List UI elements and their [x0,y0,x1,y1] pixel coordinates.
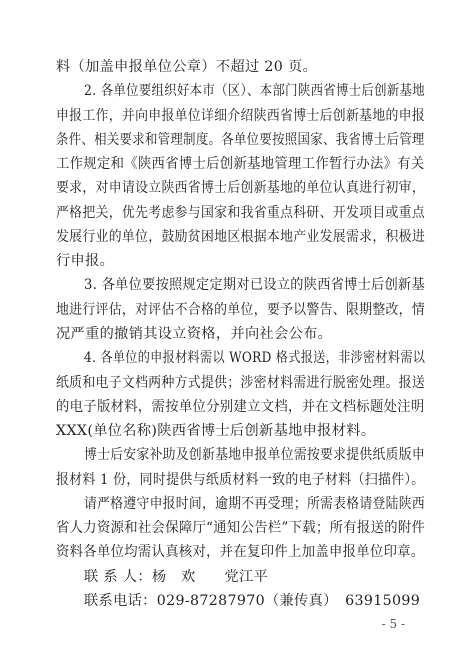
paragraph-line: 纸质和电子文档两种方式提供；涉密材料需进行脱密处理。报送 [56,374,426,391]
paragraph-line: 严格把关，优先考虑参与国家和我省重点科研、开发项目或重点 [56,204,426,221]
paragraph-line: 4. 各单位的申报材料需以 WORD 格式报送，非涉密材料需以 [84,350,426,367]
paragraph-line: 省人力资源和社会保障厅“通知公告栏”下载；所有报送的附件 [56,520,426,537]
paragraph-line: 地进行评估，对评估不合格的单位，要予以警告、限期整改，情 [56,301,426,318]
paragraph-line: 发展行业的单位，鼓励贫困地区根据本地产业发展需求，积极进 [56,228,426,245]
paragraph-line: 申报工作，并向申报单位详细介绍陕西省博士后创新基地的申报 [56,107,426,124]
paragraph-line: XXX(单位名称)陕西省博士后创新基地申报材料。 [56,423,376,440]
paragraph-line: 博士后安家补助及创新基地申报单位需按要求提供纸质版申 [84,447,425,464]
paragraph-line: 条件、相关要求和管理制度。各单位要按照国家、我省博士后管理 [56,131,425,148]
paragraph-line: 况严重的撤销其设立资格，并向社会公布。 [56,326,333,342]
page-number: - 5 - [381,617,405,631]
paragraph-line: 3. 各单位要按照规定定期对已设立的陕西省博士后创新基 [84,277,425,294]
paragraph-line: 行申报。 [56,253,115,270]
contact-person: 联 系 人：杨 欢 党江平 [84,568,269,585]
paragraph-line: 资料各单位均需认真核对，并在复印件上加盖申报单位印章。 [56,544,425,561]
paragraph-line: 工作规定和《陕西省博士后创新基地管理工作暂行办法》有关 [56,156,425,173]
paragraph-line: 报材料 1 份，同时提供与纸质材料一致的电子材料（扫描件）。 [56,471,425,488]
contact-phone: 联系电话：029-87287970（兼传真） 63915099 [84,593,421,609]
paragraph-line: 2. 各单位要组织好本市（区）、本部门陕西省博士后创新基地 [84,83,425,100]
paragraph-line: 要求，对申请设立陕西省博士后创新基地的单位认真进行初审， [56,180,426,197]
paragraph-line: 的电子版材料，需按单位分别建立文档，并在文档标题处注明 [56,398,425,415]
paragraph-line: 请严格遵守申报时间，逾期不再受理；所需表格请登陆陕西 [84,495,425,512]
paragraph-line: 料（加盖申报单位公章）不超过 20 页。 [56,59,318,75]
